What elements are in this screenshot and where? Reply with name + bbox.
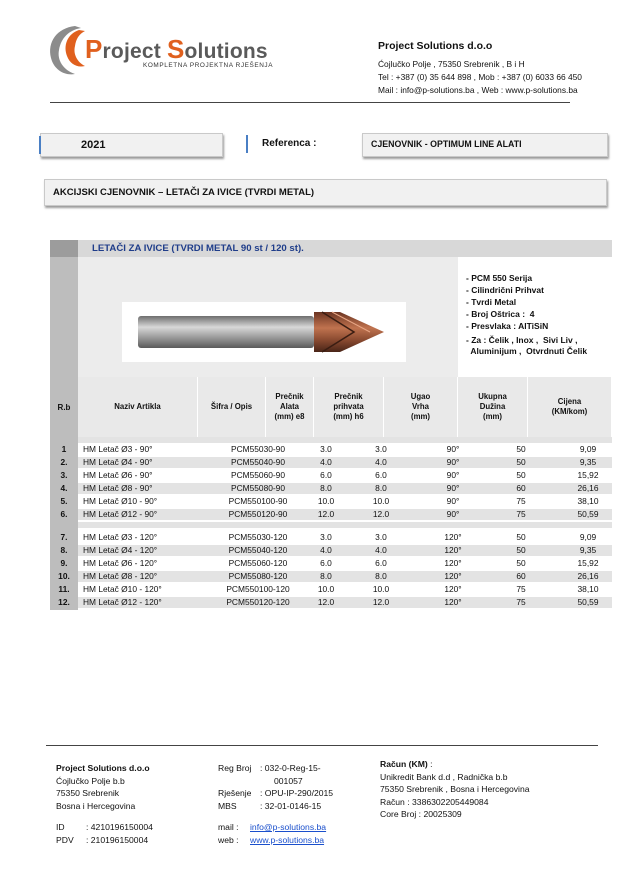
footer-registry	[218, 762, 333, 812]
cell-length: 50	[516, 545, 526, 555]
cell-price: 50,59	[577, 597, 599, 607]
cell-tool-diameter: 6.0	[320, 558, 332, 568]
cell-tool-diameter: 3.0	[320, 444, 332, 454]
row-number: 3.	[60, 470, 68, 480]
cell-shank-diameter: 6.0	[375, 470, 387, 480]
cell-shank-diameter: 10.0	[372, 496, 390, 506]
company-name: Project Solutions d.o.o	[378, 40, 493, 52]
reg-value-cont: 001057	[274, 775, 303, 786]
mbs-label: MBS	[218, 800, 237, 811]
cell-tip-angle: 90°	[446, 496, 460, 506]
mbs-value: : 32-01-0146-15	[260, 800, 322, 811]
company-address: Ćojlučko Polje , 75350 Srebrenik , B i H	[378, 59, 525, 69]
cell-name: HM Letač Ø10 - 120°	[83, 584, 162, 594]
id-value: : 4210196150004	[86, 822, 153, 832]
spec-line: - Tvrdi Metal	[466, 297, 517, 307]
cell-code: PCM55040-90	[230, 457, 285, 467]
cell-tip-angle: 120°	[444, 532, 462, 542]
cell-name: HM Letač Ø12 - 120°	[83, 597, 162, 607]
cell-name: HM Letač Ø4 - 120°	[83, 545, 158, 555]
spec-line: Aluminijum , Otvrdnuti Čelik	[466, 346, 588, 356]
cell-length: 75	[516, 584, 526, 594]
cell-tool-diameter: 3.0	[320, 532, 332, 542]
table-row	[78, 470, 612, 481]
col-header-length: Ukupna Dužina (mm)	[458, 377, 528, 437]
col-header-tip-angle: Ugao Vrha (mm)	[384, 377, 458, 437]
col-header-code: Šifra / Opis	[198, 377, 266, 437]
document-title: AKCIJSKI CJENOVNIK – LETAČI ZA IVICE (TVRDI METAL)	[53, 187, 315, 198]
row-number: 6.	[60, 509, 68, 519]
cell-shank-diameter: 3.0	[375, 444, 387, 454]
cell-tool-diameter: 10.0	[317, 584, 335, 594]
cell-tool-diameter: 12.0	[317, 509, 335, 519]
id-label: ID	[56, 822, 65, 832]
row-number: 4.	[60, 483, 68, 493]
footer-links	[218, 821, 326, 846]
col-header-name: Naziv Artikla	[78, 377, 198, 437]
cell-length: 50	[516, 444, 526, 454]
cell-price: 9,35	[579, 545, 597, 555]
footer-company	[56, 762, 150, 812]
cell-tip-angle: 90°	[446, 483, 460, 493]
cell-code: PCM55040-120	[228, 545, 288, 555]
cell-code: PCM55080-120	[228, 571, 288, 581]
section-title: LETAČI ZA IVICE (TVRDI METAL 90 st / 120 st).	[92, 243, 304, 254]
reference-value: CJENOVNIK - OPTIMUM LINE ALATI	[371, 139, 522, 149]
cell-price: 26,16	[577, 571, 599, 581]
year-value: 2021	[81, 139, 106, 151]
table-title-corner	[50, 240, 78, 257]
footer-ids	[56, 821, 153, 846]
bank-line-3: Račun : 3386302205449084	[380, 796, 489, 807]
cell-length: 50	[516, 457, 526, 467]
cell-code: PCM550100-120	[226, 584, 290, 594]
table-row	[78, 532, 612, 543]
web-label: web :	[218, 834, 239, 845]
row-number: 12.	[58, 597, 70, 607]
cell-length: 50	[516, 532, 526, 542]
row-number: 8.	[60, 545, 68, 555]
cell-tool-diameter: 10.0	[317, 496, 335, 506]
table-row	[78, 483, 612, 494]
cell-tip-angle: 120°	[444, 558, 462, 568]
table-row	[78, 597, 612, 608]
pdv-value: : 210196150004	[86, 834, 149, 845]
cell-tool-diameter: 12.0	[317, 597, 335, 607]
cell-shank-diameter: 8.0	[375, 571, 387, 581]
cell-tip-angle: 120°	[444, 584, 462, 594]
cell-shank-diameter: 12.0	[372, 597, 390, 607]
footer-company-name: Project Solutions d.o.o	[56, 763, 150, 773]
table-title-bar	[50, 240, 612, 257]
cell-length: 50	[516, 470, 526, 480]
cell-tool-diameter: 4.0	[320, 545, 332, 555]
cell-shank-diameter: 4.0	[375, 545, 387, 555]
company-mail-web: Mail : info@p-solutions.ba , Web : www.p-solutions.ba	[378, 84, 578, 95]
footer-address-2: 75350 Srebrenik	[56, 788, 120, 799]
cell-shank-diameter: 3.0	[375, 532, 387, 542]
table-row	[78, 509, 612, 520]
logo-tagline: KOMPLETNA PROJEKTNA RJEŠENJA	[143, 62, 274, 69]
cell-tool-diameter: 8.0	[320, 483, 332, 493]
row-number: 2.	[60, 457, 68, 467]
row-number: 10.	[58, 571, 70, 581]
year-box	[40, 133, 223, 157]
logo-wordmark: Project Solutions	[85, 34, 268, 64]
table-row	[78, 444, 612, 455]
col-header-shank-diameter: Prečnik prihvata (mm) h6	[314, 377, 384, 437]
footer-divider	[46, 745, 598, 746]
cell-code: PCM550120-120	[226, 597, 290, 607]
spec-line: - Broj Oštrica : 4	[466, 309, 535, 319]
reference-marker	[248, 133, 250, 155]
cell-price: 38,10	[577, 496, 599, 506]
cell-tip-angle: 120°	[444, 545, 462, 555]
row-number: 11.	[58, 584, 70, 594]
cell-code: PCM55060-120	[228, 558, 288, 568]
table-spacer	[78, 437, 612, 443]
cell-tip-angle: 90°	[446, 457, 460, 467]
cell-price: 26,16	[577, 483, 599, 493]
footer-address-1: Ćojlučko Polje b.b	[56, 775, 125, 786]
cell-name: HM Letač Ø6 - 90°	[83, 470, 153, 480]
cell-name: HM Letač Ø12 - 90°	[83, 509, 158, 519]
rjesenje-value: : OPU-IP-290/2015	[260, 788, 334, 799]
row-number: 5.	[60, 496, 68, 506]
rjesenje-label: Rješenje	[218, 788, 252, 799]
bank-line-1: Unikredit Bank d.d , Radnička b.b	[380, 771, 508, 782]
cell-code: PCM55060-90	[230, 470, 285, 480]
cell-price: 9,09	[579, 444, 597, 454]
price-table	[50, 240, 612, 610]
cell-length: 60	[516, 483, 526, 493]
table-row	[78, 571, 612, 582]
logo-swoosh-icon	[45, 22, 89, 80]
cell-price: 38,10	[577, 584, 599, 594]
reference-label: Referenca :	[262, 138, 317, 149]
company-phones: Tel : +387 (0) 35 644 898 , Mob : +387 (0) 6033 66 450	[378, 71, 582, 82]
cell-tip-angle: 90°	[446, 509, 460, 519]
table-row	[78, 545, 612, 556]
mail-link[interactable]: info@p-solutions.ba	[250, 822, 327, 832]
cell-price: 50,59	[577, 509, 599, 519]
web-link[interactable]: www.p-solutions.ba	[250, 834, 325, 845]
spec-line: - Za : Čelik , Inox , Sivi Liv ,	[466, 335, 578, 345]
cell-shank-diameter: 8.0	[375, 483, 387, 493]
pdv-label: PDV	[56, 834, 74, 845]
chamfer-cutter-icon	[122, 302, 406, 362]
mail-label: mail :	[218, 822, 239, 832]
cell-tip-angle: 120°	[444, 597, 462, 607]
col-header-tool-diameter: Prečnik Alata (mm) e8	[266, 377, 314, 437]
cell-code: PCM55030-90	[230, 444, 285, 454]
cell-length: 75	[516, 509, 526, 519]
row-number: 7.	[60, 532, 68, 542]
cell-length: 60	[516, 571, 526, 581]
cell-name: HM Letač Ø4 - 90°	[83, 457, 153, 467]
company-logo	[45, 22, 275, 84]
cell-tool-diameter: 4.0	[320, 457, 332, 467]
cell-code: PCM55030-120	[228, 532, 288, 542]
cell-shank-diameter: 10.0	[372, 584, 390, 594]
table-row	[78, 457, 612, 468]
cell-price: 9,35	[579, 457, 597, 467]
cell-length: 75	[516, 597, 526, 607]
col-header-rb: R.b	[57, 402, 71, 412]
table-row	[78, 496, 612, 507]
cell-code: PCM550100-90	[228, 496, 288, 506]
cell-tool-diameter: 6.0	[320, 470, 332, 480]
col-header-price: Cijena (KM/kom)	[528, 377, 612, 437]
cell-shank-diameter: 12.0	[372, 509, 390, 519]
cell-tip-angle: 90°	[446, 444, 460, 454]
cell-name: HM Letač Ø6 - 120°	[83, 558, 158, 568]
cell-name: HM Letač Ø10 - 90°	[83, 496, 158, 506]
cell-length: 50	[516, 558, 526, 568]
spec-line: - Cilindrični Prihvat	[466, 285, 544, 295]
company-contact	[378, 58, 582, 96]
cell-price: 15,92	[577, 470, 599, 480]
row-number: 9.	[60, 558, 68, 568]
spec-line: - PCM 550 Serija	[466, 273, 533, 283]
document-title-box	[44, 179, 607, 206]
product-photo-area	[78, 257, 458, 377]
header-divider	[50, 102, 570, 103]
footer-bank	[380, 758, 530, 821]
bank-line-4: Core Broj : 20025309	[380, 809, 462, 820]
spec-line: - Presvlaka : AlTiSiN	[466, 321, 549, 331]
bank-title-suffix: :	[427, 759, 433, 769]
cell-code: PCM550120-90	[228, 509, 288, 519]
cell-name: HM Letač Ø8 - 90°	[83, 483, 153, 493]
reg-value: : 032-0-Reg-15-	[260, 763, 321, 773]
bank-line-2: 75350 Srebrenik , Bosna i Hercegovina	[380, 784, 530, 795]
cell-name: HM Letač Ø3 - 120°	[83, 532, 158, 542]
cell-name: HM Letač Ø3 - 90°	[83, 444, 153, 454]
cell-tip-angle: 120°	[444, 571, 462, 581]
row-number: 1	[61, 444, 67, 454]
cell-price: 15,92	[577, 558, 599, 568]
cell-shank-diameter: 6.0	[375, 558, 387, 568]
footer-address-3: Bosna i Hercegovina	[56, 800, 136, 811]
cell-name: HM Letač Ø8 - 120°	[83, 571, 158, 581]
table-spacer	[78, 522, 612, 528]
cell-tool-diameter: 8.0	[320, 571, 332, 581]
cell-shank-diameter: 4.0	[375, 457, 387, 467]
reg-label: Reg Broj	[218, 763, 252, 773]
reference-box	[362, 133, 608, 157]
table-row	[78, 558, 612, 569]
cell-length: 75	[516, 496, 526, 506]
cell-tip-angle: 90°	[446, 470, 460, 480]
bank-title: Račun (KM)	[380, 759, 428, 769]
table-row	[78, 584, 612, 595]
cell-price: 9,09	[579, 532, 597, 542]
cell-code: PCM55080-90	[230, 483, 285, 493]
